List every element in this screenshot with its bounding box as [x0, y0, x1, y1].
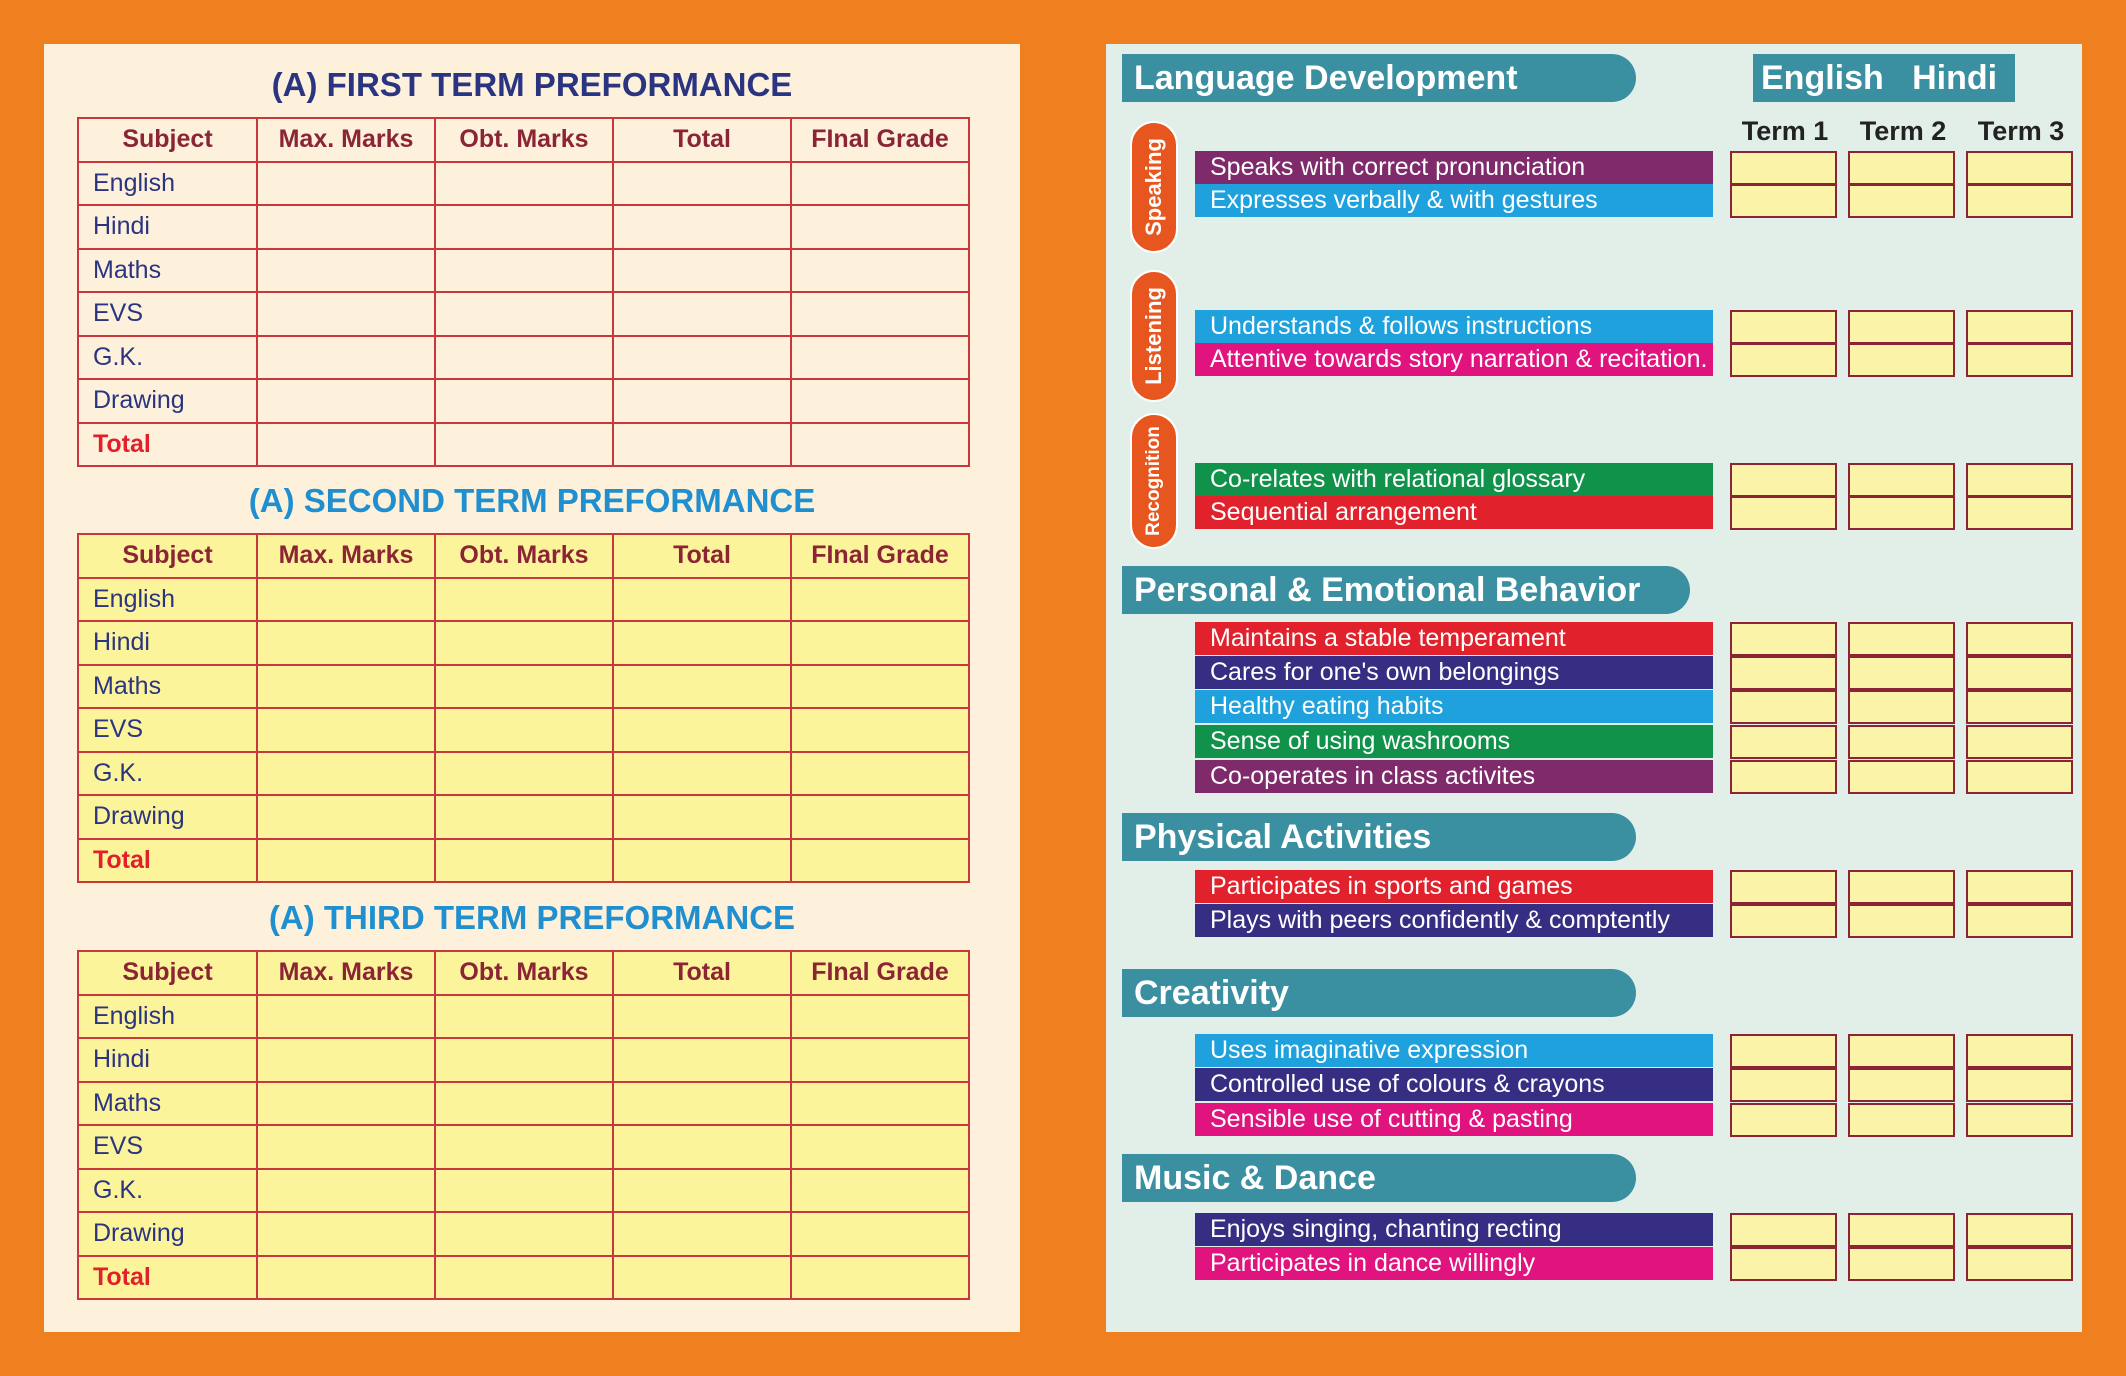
first-term-table — [77, 117, 970, 467]
criterion-row: Sense of using washrooms — [1195, 725, 1713, 758]
table-row — [78, 249, 969, 293]
criterion-row: Co-relates with relational glossary — [1195, 463, 1713, 496]
marks-cell[interactable] — [257, 1038, 435, 1082]
term-1-grade-box[interactable] — [1730, 496, 1837, 530]
term-1-grade-box[interactable] — [1730, 904, 1837, 938]
marks-cell[interactable] — [257, 205, 435, 249]
term-1-grade-box[interactable] — [1730, 656, 1837, 690]
criterion-row: Cares for one's own belongings — [1195, 656, 1713, 689]
marks-cell[interactable] — [791, 995, 969, 1039]
term-2-grade-box[interactable] — [1848, 1247, 1955, 1281]
subject-cell: EVS — [78, 292, 257, 336]
speaking-pill — [1130, 121, 1178, 253]
total-row — [78, 839, 969, 883]
subject-cell: Maths — [78, 1082, 257, 1126]
marks-cell[interactable] — [257, 379, 435, 423]
term-3-grade-box[interactable] — [1966, 870, 2073, 904]
term-1-grade-box[interactable] — [1730, 1103, 1837, 1137]
term-3-grade-box[interactable] — [1966, 690, 2073, 724]
total-label: Total — [78, 1256, 257, 1300]
criterion-row: Sensible use of cutting & pasting — [1195, 1103, 1713, 1136]
marks-cell[interactable] — [257, 795, 435, 839]
column-header: Obt. Marks — [435, 534, 613, 578]
language-development-header: Language Development — [1122, 54, 1636, 102]
marks-cell[interactable] — [791, 1169, 969, 1213]
column-header: Obt. Marks — [435, 118, 613, 162]
marks-cell[interactable] — [613, 1038, 791, 1082]
term-1-grade-box[interactable] — [1730, 1213, 1837, 1247]
second-term-title: (A) SECOND TERM PREFORMANCE — [248, 482, 816, 519]
marks-cell[interactable] — [435, 1082, 613, 1126]
marks-cell[interactable] — [435, 249, 613, 293]
subject-cell: Hindi — [78, 205, 257, 249]
column-header: Subject — [78, 951, 257, 995]
marks-cell[interactable] — [613, 162, 791, 206]
term-3-grade-box[interactable] — [1966, 463, 2073, 497]
term-3-grade-box[interactable] — [1966, 1068, 2073, 1102]
assessment-panel — [1106, 44, 2082, 1332]
marks-cell[interactable] — [791, 379, 969, 423]
term-1-grade-box[interactable] — [1730, 463, 1837, 497]
marks-panel — [44, 44, 1020, 1332]
term-2-grade-box[interactable] — [1848, 310, 1955, 344]
term-1-grade-box[interactable] — [1730, 725, 1837, 759]
marks-cell[interactable] — [613, 752, 791, 796]
recognition-label: Recognition — [1143, 426, 1164, 536]
criterion-row: Expresses verbally & with gestures — [1195, 184, 1713, 217]
marks-cell[interactable] — [257, 995, 435, 1039]
marks-cell[interactable] — [791, 621, 969, 665]
subject-cell: Maths — [78, 249, 257, 293]
term-1-grade-box[interactable] — [1730, 622, 1837, 656]
marks-cell[interactable] — [613, 1169, 791, 1213]
marks-cell[interactable] — [791, 839, 969, 883]
marks-cell[interactable] — [613, 379, 791, 423]
marks-cell[interactable] — [791, 708, 969, 752]
marks-cell[interactable] — [613, 1125, 791, 1169]
marks-cell[interactable] — [791, 336, 969, 380]
subject-cell: Maths — [78, 665, 257, 709]
table-row — [78, 1212, 969, 1256]
term-2-grade-box[interactable] — [1848, 1068, 1955, 1102]
term-1-grade-box[interactable] — [1730, 690, 1837, 724]
criterion-row: Maintains a stable temperament — [1195, 622, 1713, 655]
marks-cell[interactable] — [435, 1212, 613, 1256]
marks-cell[interactable] — [257, 1125, 435, 1169]
marks-cell[interactable] — [435, 1125, 613, 1169]
table-row — [78, 1125, 969, 1169]
subject-cell: EVS — [78, 708, 257, 752]
subject-cell: G.K. — [78, 752, 257, 796]
term-1-grade-box[interactable] — [1730, 151, 1837, 185]
marks-cell[interactable] — [435, 1169, 613, 1213]
marks-cell[interactable] — [613, 708, 791, 752]
term-3-grade-box[interactable] — [1966, 343, 2073, 377]
marks-cell[interactable] — [791, 665, 969, 709]
marks-cell[interactable] — [791, 1212, 969, 1256]
marks-cell[interactable] — [257, 578, 435, 622]
term-1-grade-box[interactable] — [1730, 1068, 1837, 1102]
term-3-grade-box[interactable] — [1966, 310, 2073, 344]
term-3-grade-box[interactable] — [1966, 656, 2073, 690]
term-1-grade-box[interactable] — [1730, 760, 1837, 794]
marks-cell[interactable] — [435, 336, 613, 380]
marks-cell[interactable] — [257, 752, 435, 796]
term-2-grade-box[interactable] — [1848, 760, 1955, 794]
creativity-header: Creativity — [1122, 969, 1636, 1017]
marks-cell[interactable] — [257, 249, 435, 293]
marks-cell[interactable] — [257, 336, 435, 380]
criterion-row: Uses imaginative expression — [1195, 1034, 1713, 1067]
subject-cell: English — [78, 578, 257, 622]
term-1-grade-box[interactable] — [1730, 1247, 1837, 1281]
term-3-grade-box[interactable] — [1966, 1247, 2073, 1281]
subject-cell: Hindi — [78, 621, 257, 665]
table-header-row — [78, 534, 969, 578]
subject-cell: English — [78, 995, 257, 1039]
term-2-grade-box[interactable] — [1848, 151, 1955, 185]
criterion-row: Sequential arrangement — [1195, 496, 1713, 529]
term-3-grade-box[interactable] — [1966, 725, 2073, 759]
marks-cell[interactable] — [435, 795, 613, 839]
term-2-grade-box[interactable] — [1848, 656, 1955, 690]
column-header: Subject — [78, 118, 257, 162]
marks-cell[interactable] — [435, 995, 613, 1039]
subject-cell: EVS — [78, 1125, 257, 1169]
marks-cell[interactable] — [613, 1212, 791, 1256]
term-3-grade-box[interactable] — [1966, 1034, 2073, 1068]
term-3-grade-box[interactable] — [1966, 151, 2073, 185]
marks-cell[interactable] — [435, 752, 613, 796]
total-row — [78, 423, 969, 467]
marks-cell[interactable] — [435, 423, 613, 467]
column-header: FInal Grade — [791, 118, 969, 162]
term-3-grade-box[interactable] — [1966, 622, 2073, 656]
table-row — [78, 708, 969, 752]
third-term-table — [77, 950, 970, 1300]
marks-cell[interactable] — [791, 292, 969, 336]
table-row — [78, 578, 969, 622]
column-header: Obt. Marks — [435, 951, 613, 995]
column-header: Max. Marks — [257, 951, 435, 995]
subject-cell: English — [78, 162, 257, 206]
marks-cell[interactable] — [435, 205, 613, 249]
subject-cell: Drawing — [78, 795, 257, 839]
criterion-row: Participates in sports and games — [1195, 870, 1713, 903]
marks-cell[interactable] — [791, 752, 969, 796]
column-header: Total — [613, 534, 791, 578]
third-term-title: (A) THIRD TERM PREFORMANCE — [268, 899, 796, 936]
subject-cell: Drawing — [78, 379, 257, 423]
term-3-grade-box[interactable] — [1966, 496, 2073, 530]
marks-cell[interactable] — [435, 379, 613, 423]
term-3-grade-box[interactable] — [1966, 1213, 2073, 1247]
table-row — [78, 1082, 969, 1126]
total-label: Total — [78, 839, 257, 883]
marks-cell[interactable] — [257, 1256, 435, 1300]
second-term-table — [77, 533, 970, 883]
criterion-row: Controlled use of colours & crayons — [1195, 1068, 1713, 1101]
term-2-grade-box[interactable] — [1848, 343, 1955, 377]
term-2-grade-box[interactable] — [1848, 904, 1955, 938]
marks-cell[interactable] — [791, 1125, 969, 1169]
marks-cell[interactable] — [613, 336, 791, 380]
music-dance-header: Music & Dance — [1122, 1154, 1636, 1202]
term-3-grade-box[interactable] — [1966, 184, 2073, 218]
term-2-grade-box[interactable] — [1848, 690, 1955, 724]
term-2-grade-box[interactable] — [1848, 870, 1955, 904]
marks-cell[interactable] — [257, 1082, 435, 1126]
listening-label: Listening — [1141, 287, 1166, 385]
marks-cell[interactable] — [613, 423, 791, 467]
marks-cell[interactable] — [791, 578, 969, 622]
term-2-grade-box[interactable] — [1848, 622, 1955, 656]
marks-cell[interactable] — [613, 665, 791, 709]
table-row — [78, 1169, 969, 1213]
criterion-row: Participates in dance willingly — [1195, 1247, 1713, 1280]
term-3-header: Term 3 — [1977, 116, 2065, 146]
physical-activities-header: Physical Activities — [1122, 813, 1636, 861]
marks-cell[interactable] — [435, 1256, 613, 1300]
marks-cell[interactable] — [613, 1256, 791, 1300]
table-row — [78, 752, 969, 796]
marks-cell[interactable] — [613, 995, 791, 1039]
marks-cell[interactable] — [435, 162, 613, 206]
speaking-label: Speaking — [1141, 138, 1166, 236]
first-term-title: (A) FIRST TERM PREFORMANCE — [271, 66, 793, 103]
criterion-row: Healthy eating habits — [1195, 690, 1713, 723]
marks-cell[interactable] — [791, 1082, 969, 1126]
marks-cell[interactable] — [791, 795, 969, 839]
subject-cell: G.K. — [78, 1169, 257, 1213]
marks-cell[interactable] — [257, 1169, 435, 1213]
criterion-row: Speaks with correct pronunciation — [1195, 151, 1713, 184]
term-1-grade-box[interactable] — [1730, 870, 1837, 904]
marks-cell[interactable] — [791, 205, 969, 249]
table-row — [78, 665, 969, 709]
marks-cell[interactable] — [435, 578, 613, 622]
column-header: Max. Marks — [257, 118, 435, 162]
marks-cell[interactable] — [257, 708, 435, 752]
table-row — [78, 995, 969, 1039]
criterion-row: Co-operates in class activites — [1195, 760, 1713, 793]
marks-cell[interactable] — [613, 1082, 791, 1126]
marks-cell[interactable] — [257, 665, 435, 709]
column-header: Total — [613, 118, 791, 162]
marks-cell[interactable] — [257, 1212, 435, 1256]
column-header: FInal Grade — [791, 534, 969, 578]
marks-cell[interactable] — [791, 162, 969, 206]
marks-cell[interactable] — [613, 249, 791, 293]
table-row — [78, 205, 969, 249]
marks-cell[interactable] — [435, 665, 613, 709]
term-2-grade-box[interactable] — [1848, 1034, 1955, 1068]
marks-cell[interactable] — [791, 1038, 969, 1082]
table-row — [78, 621, 969, 665]
term-1-grade-box[interactable] — [1730, 310, 1837, 344]
total-row — [78, 1256, 969, 1300]
marks-cell[interactable] — [257, 423, 435, 467]
term-3-grade-box[interactable] — [1966, 1103, 2073, 1137]
term-3-grade-box[interactable] — [1966, 760, 2073, 794]
criterion-row: Attentive towards story narration & recitation. — [1195, 343, 1713, 376]
marks-cell[interactable] — [613, 839, 791, 883]
marks-cell[interactable] — [613, 578, 791, 622]
marks-cell[interactable] — [613, 795, 791, 839]
term-3-grade-box[interactable] — [1966, 904, 2073, 938]
column-header: Total — [613, 951, 791, 995]
table-row — [78, 336, 969, 380]
term-1-header: Term 1 — [1741, 116, 1829, 146]
marks-cell[interactable] — [791, 1256, 969, 1300]
marks-cell[interactable] — [257, 162, 435, 206]
criterion-row: Enjoys singing, chanting recting — [1195, 1213, 1713, 1246]
column-header: Max. Marks — [257, 534, 435, 578]
term-1-grade-box[interactable] — [1730, 1034, 1837, 1068]
column-header: Subject — [78, 534, 257, 578]
table-row — [78, 1038, 969, 1082]
table-header-row — [78, 951, 969, 995]
term-2-header: Term 2 — [1859, 116, 1947, 146]
subject-cell: Hindi — [78, 1038, 257, 1082]
language-box: English Hindi — [1753, 54, 2015, 102]
marks-cell[interactable] — [791, 423, 969, 467]
marks-cell[interactable] — [257, 839, 435, 883]
term-2-grade-box[interactable] — [1848, 725, 1955, 759]
term-2-grade-box[interactable] — [1848, 184, 1955, 218]
marks-cell[interactable] — [613, 205, 791, 249]
table-header-row — [78, 118, 969, 162]
marks-cell[interactable] — [435, 1038, 613, 1082]
term-1-grade-box[interactable] — [1730, 343, 1837, 377]
subject-cell: Drawing — [78, 1212, 257, 1256]
table-row — [78, 292, 969, 336]
subject-cell: G.K. — [78, 336, 257, 380]
personal-emotional-header: Personal & Emotional Behavior — [1122, 566, 1690, 614]
term-1-grade-box[interactable] — [1730, 184, 1837, 218]
marks-cell[interactable] — [613, 292, 791, 336]
term-2-grade-box[interactable] — [1848, 496, 1955, 530]
table-row — [78, 795, 969, 839]
marks-cell[interactable] — [435, 621, 613, 665]
recognition-pill — [1130, 413, 1178, 549]
column-header: FInal Grade — [791, 951, 969, 995]
marks-cell[interactable] — [435, 839, 613, 883]
total-label: Total — [78, 423, 257, 467]
term-2-grade-box[interactable] — [1848, 1213, 1955, 1247]
marks-cell[interactable] — [613, 621, 791, 665]
marks-cell[interactable] — [435, 292, 613, 336]
marks-cell[interactable] — [791, 249, 969, 293]
marks-cell[interactable] — [257, 292, 435, 336]
criterion-row: Understands & follows instructions — [1195, 310, 1713, 343]
term-2-grade-box[interactable] — [1848, 463, 1955, 497]
table-row — [78, 379, 969, 423]
marks-cell[interactable] — [435, 708, 613, 752]
table-row — [78, 162, 969, 206]
listening-pill — [1130, 270, 1178, 402]
marks-cell[interactable] — [257, 621, 435, 665]
criterion-row: Plays with peers confidently & comptently — [1195, 904, 1713, 937]
term-2-grade-box[interactable] — [1848, 1103, 1955, 1137]
